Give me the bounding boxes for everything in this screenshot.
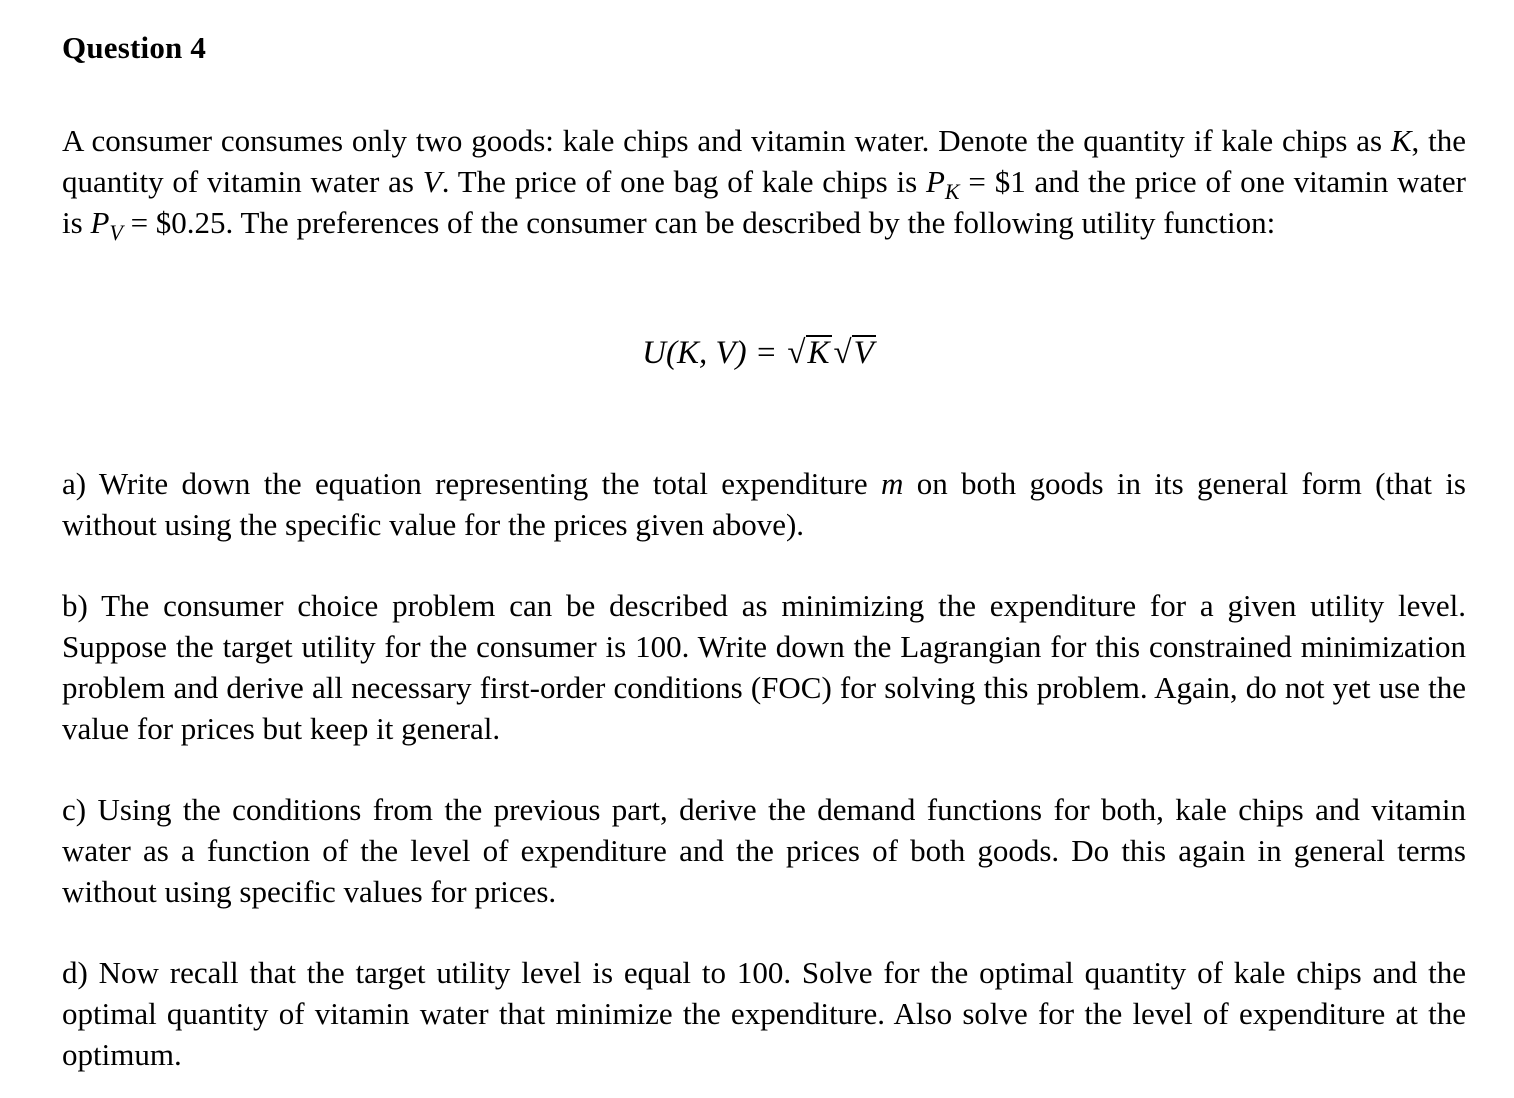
price-v-subscript: V xyxy=(109,220,123,246)
radicand-v: V xyxy=(853,335,874,371)
utility-function-formula xyxy=(62,323,1466,383)
var-v: V xyxy=(422,164,442,199)
question-title: Question 4 xyxy=(62,30,207,65)
price-k-subscript: K xyxy=(944,179,960,205)
intro-text-3: . The price of one bag of kale chips is xyxy=(441,164,926,199)
sqrt-symbol-2: √ xyxy=(833,335,852,371)
part-a-text-1: a) Write down the equation representing the total expenditure xyxy=(62,466,881,501)
var-m: m xyxy=(880,466,904,501)
part-d: d) Now recall that the target utility level is equal to 100. Solve for the optimal quantity of kale chips and the optimal quantity of vitamin water that minimize the expenditure. Also solve for the level of expenditure at the optimum. xyxy=(62,955,1466,1072)
intro-text-1: A consumer consumes only two goods: kale chips and vitamin water. Denote the quantity if kale chips as xyxy=(62,123,1391,158)
part-a xyxy=(62,463,1466,545)
part-c: c) Using the conditions from the previous part, derive the demand functions for both, kale chips and vitamin water as a function of the level of expenditure and the prices of both goods. Do this again in general terms without using specific values for prices. xyxy=(62,792,1466,909)
part-a-text-2: on both goods in its general form (that is without using the specific value for the prices given above). xyxy=(62,466,1466,542)
intro-text-5: = $0.25. The preferences of the consumer can be described by the following utility function: xyxy=(122,205,1276,240)
var-k: K xyxy=(1390,123,1412,158)
radicand-k: K xyxy=(807,335,830,371)
formula-lhs: U(K, V) = xyxy=(642,335,786,371)
sqrt-symbol-1: √ xyxy=(787,335,806,371)
question-page xyxy=(62,26,1466,1075)
price-k-symbol: P xyxy=(925,164,945,199)
price-v-symbol: P xyxy=(90,205,110,240)
part-b: b) The consumer choice problem can be described as minimizing the expenditure for a given utility level. Suppose the target utility for the consumer is 100. Write down the Lagrangian for this constrained minimization problem and derive all necessary first-order conditions (FOC) for solving this problem. Again, do not yet use the value for prices but keep it general. xyxy=(62,588,1466,746)
sqrt-v xyxy=(832,323,876,383)
intro-text-2: , the quantity of vitamin water as xyxy=(62,123,1466,199)
sqrt-k xyxy=(785,323,831,383)
intro-paragraph xyxy=(62,120,1467,246)
intro-text-4: = $1 and the price of one vitamin water is xyxy=(62,164,1467,240)
